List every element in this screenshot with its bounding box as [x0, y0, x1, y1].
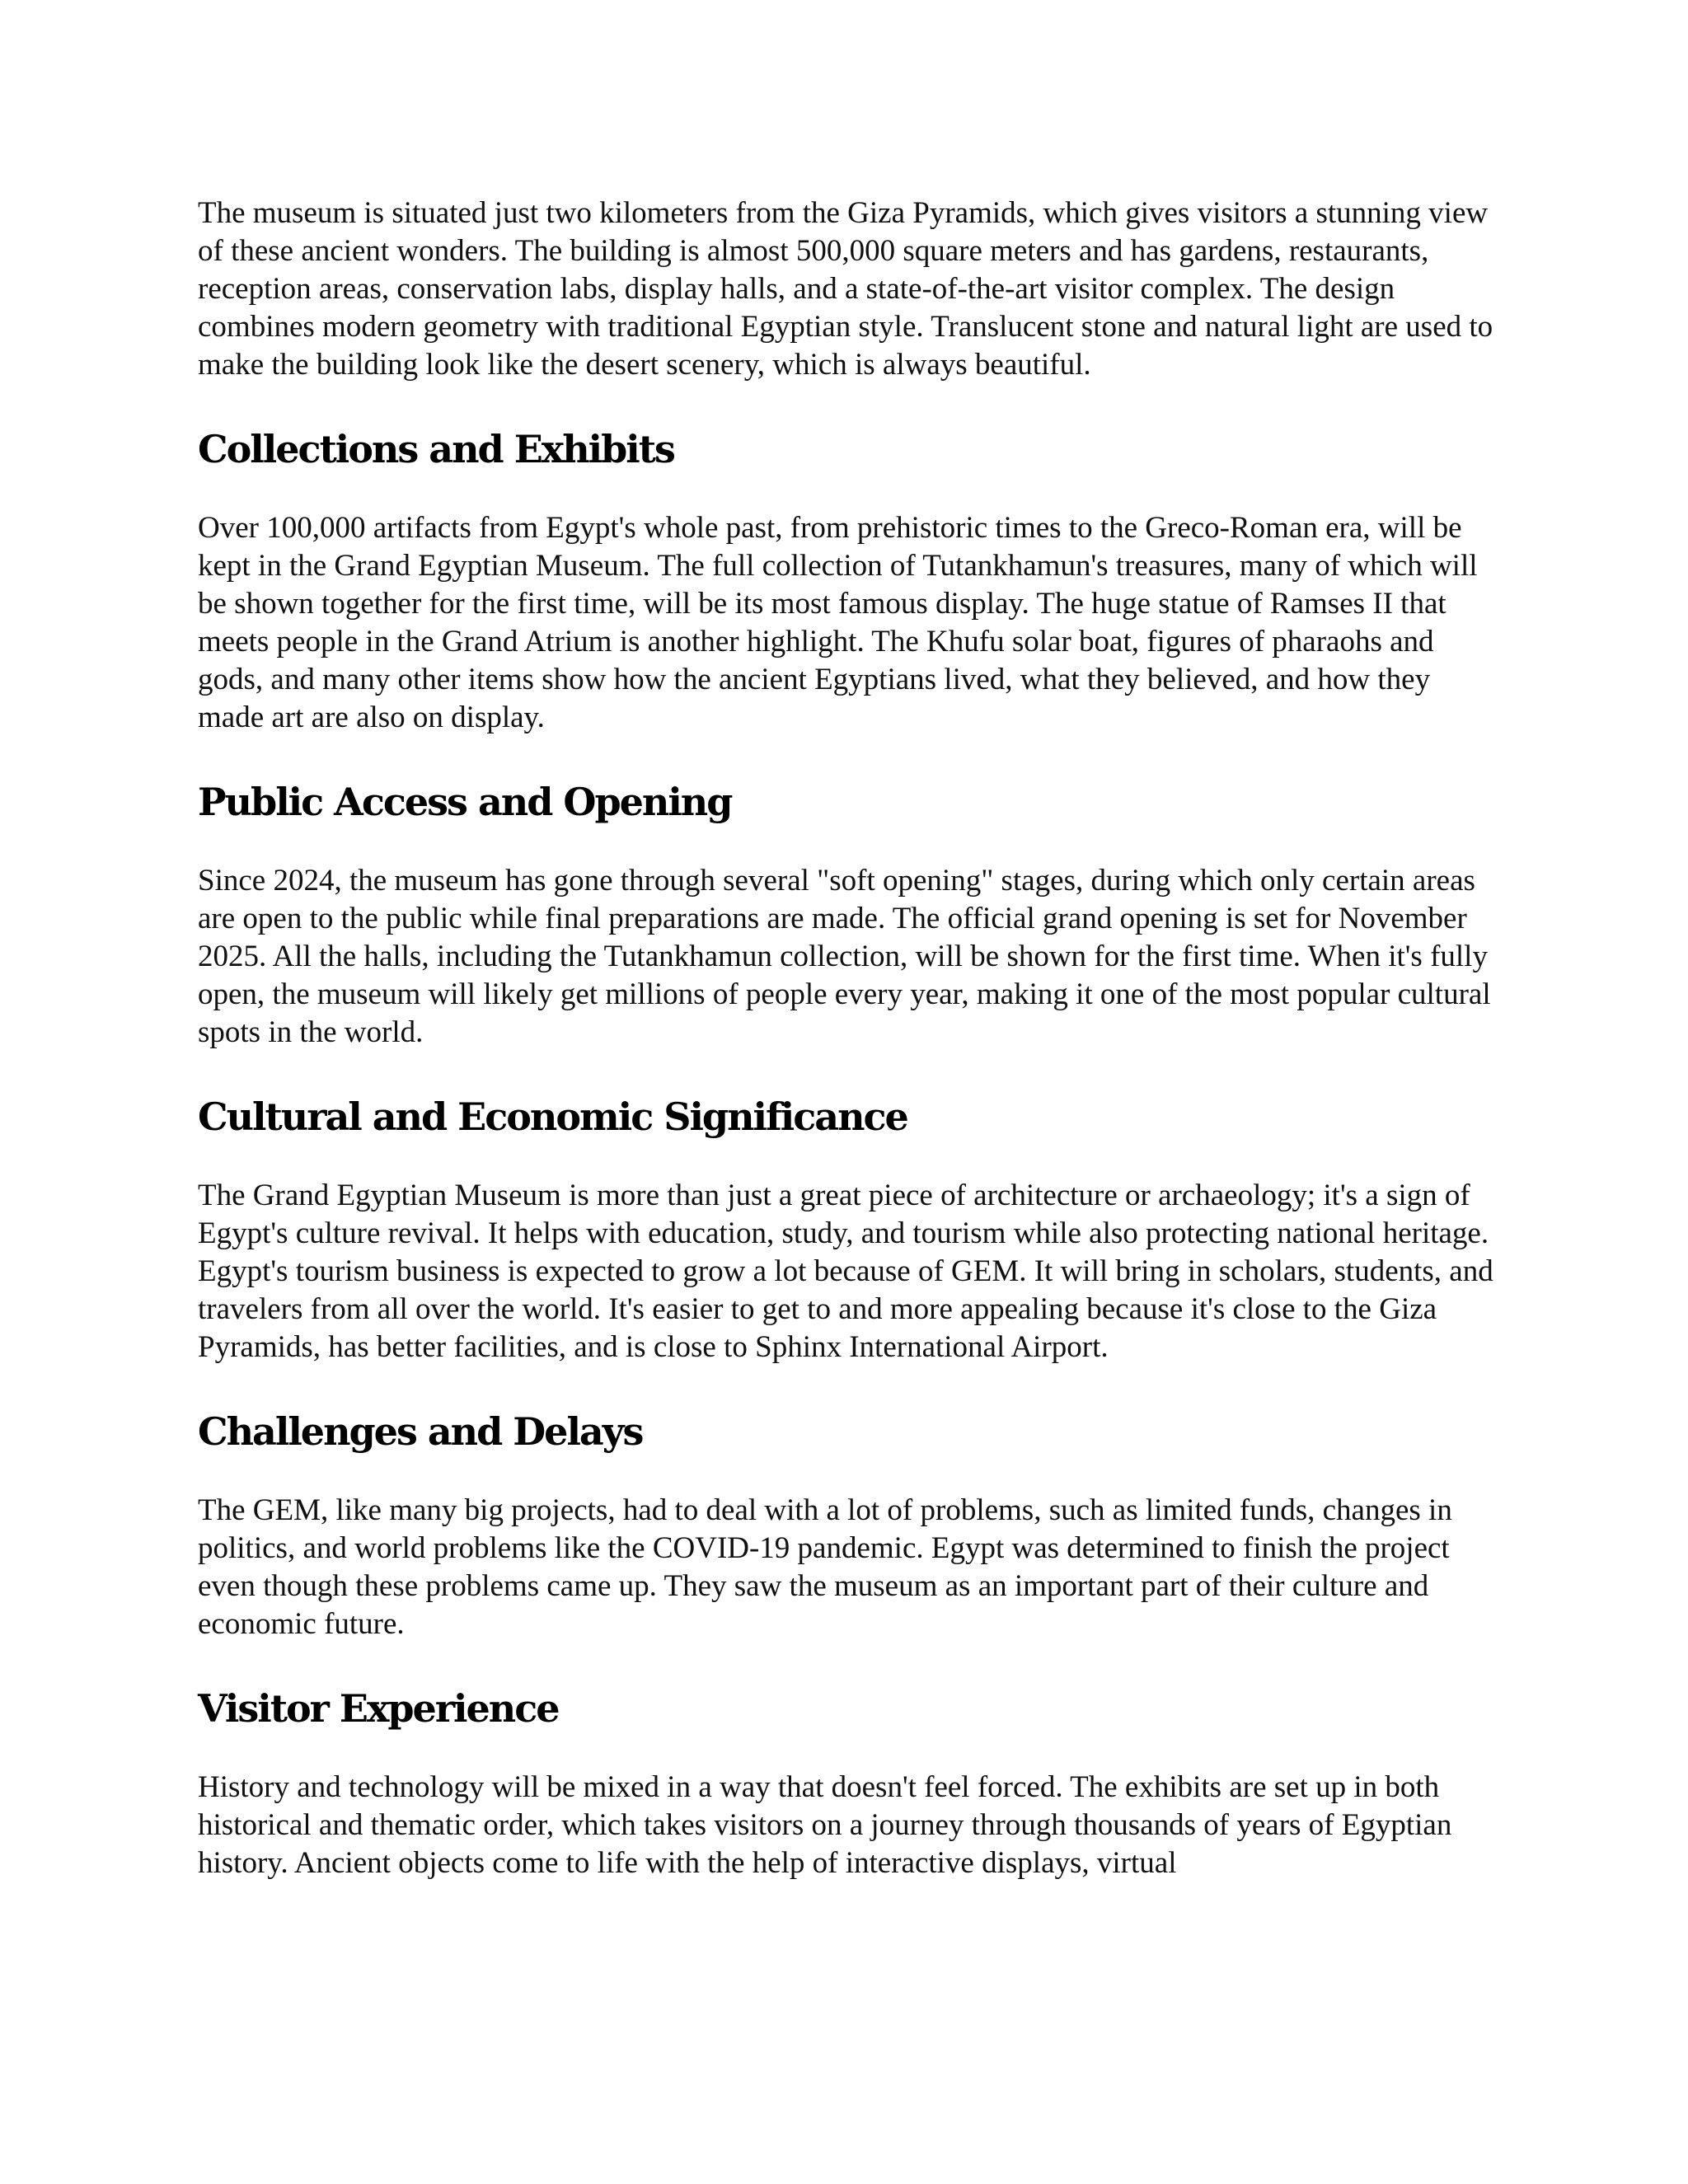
intro-paragraph: The museum is situated just two kilometers from the Giza Pyramids, which gives visitors a stunning view of these ancient wonders. The building is almost 500,000 square meters and has gardens, restaurants, reception areas, conservation labs, display halls, and a state-of-the-art visitor complex. The design combines modern geometry with traditional Egyptian style. Translucent stone and natural light are used to make the building look like the desert scenery, which is always beautiful.: [198, 196, 1493, 382]
section-heading-challenges: Challenges and Delays: [198, 1409, 643, 1454]
section-paragraph-significance: The Grand Egyptian Museum is more than just a great piece of architecture or archaeology; it's a sign of Egypt's culture revival. It helps with education, study, and tourism while also protecting national heritage. Egypt's tourism business is expected to grow a lot because of GEM. It will bring in scholars, students, and travelers from all over the world. It's easier to get to and more appealing because it's close to the Giza Pyramids, has better facilities, and is close to Sphinx International Airport.: [198, 1179, 1493, 1364]
section-heading-collections: Collections and Exhibits: [198, 427, 674, 471]
section-heading-public-access: Public Access and Opening: [198, 780, 732, 824]
section-paragraph-challenges: The GEM, like many big projects, had to deal with a lot of problems, such as limited funds, changes in politics, and world problems like the COVID-19 pandemic. Egypt was determined to finish the project even though these problems came up. They saw the museum as an important part of their culture and economic future.: [198, 1493, 1452, 1641]
section-paragraph-collections: Over 100,000 artifacts from Egypt's whole past, from prehistoric times to the Greco-Roman era, will be kept in the Grand Egyptian Museum. The full collection of Tutankhamun's treasures, many of which will be shown together for the first time, will be its most famous display. The huge statue of Ramses II that meets people in the Grand Atrium is another highlight. The Khufu solar boat, figures of pharaohs and gods, and many other items show how the ancient Egyptians lived, what they believed, and how they made art are also on display.: [198, 511, 1478, 734]
section-paragraph-public-access: Since 2024, the museum has gone through several "soft opening" stages, during which only certain areas are open to the public while final preparations are made. The official grand opening is set for November 2025. All the halls, including the Tutankhamun collection, will be shown for the first time. When it's fully open, the museum will likely get millions of people every year, making it one of the most popular cultural spots in the world.: [198, 864, 1491, 1049]
section-paragraph-visitor-experience: History and technology will be mixed in a way that doesn't feel forced. The exhibits are set up in both historical and thematic order, which takes visitors on a journey through thousands of years of Egyptian history. Ancient objects come to life with the help of interactive displays, virtual: [198, 1770, 1452, 1880]
document-body: [198, 194, 1500, 1882]
section-heading-visitor-experience: Visitor Experience: [198, 1686, 559, 1731]
section-heading-significance: Cultural and Economic Significance: [198, 1094, 907, 1139]
